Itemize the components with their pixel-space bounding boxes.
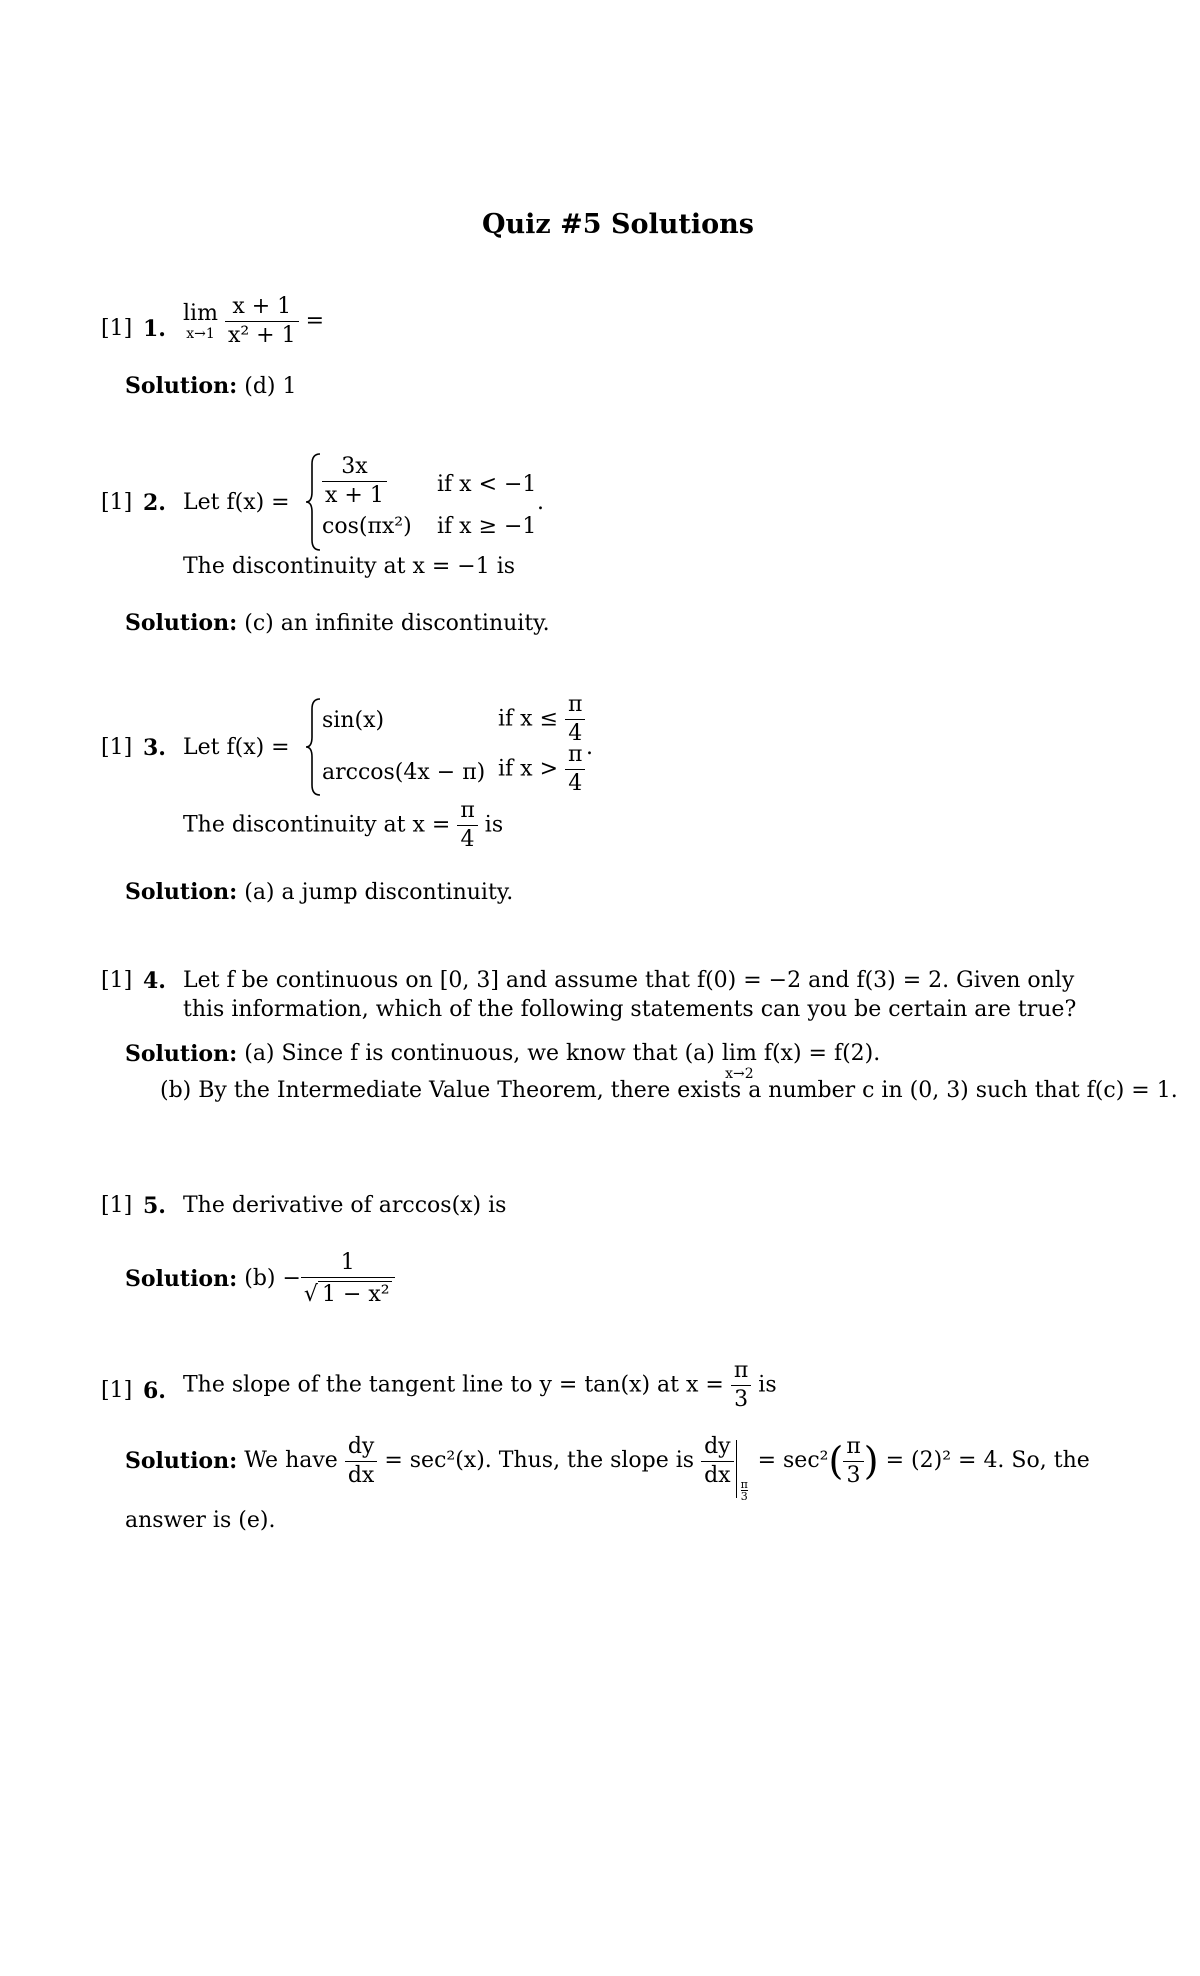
solution-text: We have	[244, 1448, 338, 1473]
fraction	[225, 296, 299, 347]
text-end: is	[484, 812, 504, 838]
case-2-expression: arccos(4x − π)	[322, 760, 486, 785]
solution-text: (a) a jump discontinuity.	[244, 880, 514, 905]
lim-subscript: x→2	[725, 1066, 754, 1082]
text-start: The slope of the tangent line to y = tan(x) at x =	[183, 1372, 724, 1398]
fraction	[322, 456, 387, 507]
lim-text: lim	[721, 1041, 757, 1066]
case-2-expression: cos(πx²)	[322, 514, 412, 539]
solution	[125, 612, 550, 635]
equals-sign: =	[305, 308, 325, 334]
fraction	[301, 1252, 395, 1306]
solution-b: (b) By the Intermediate Value Theorem, there exists a number c in (0, 3) such that f(c) = 1.	[160, 1078, 1178, 1103]
numerator: π	[565, 694, 585, 720]
solution	[125, 881, 513, 904]
question-text: The discontinuity at x = −1 is	[183, 554, 516, 579]
question-text-line-2: this information, which of the following statements can you be certain are true?	[183, 997, 1077, 1022]
numerator: π	[740, 1478, 748, 1491]
denominator: 4	[568, 721, 583, 746]
evaluation-bar	[736, 1440, 751, 1503]
fraction-pi-over-4	[565, 694, 585, 745]
case-2-condition	[498, 744, 585, 795]
question-number: 6.	[143, 1378, 166, 1404]
condition-text: if x >	[498, 756, 559, 782]
solution-label: Solution:	[125, 373, 238, 399]
case-2-condition: if x ≥ −1	[437, 514, 537, 539]
case-1-expression: sin(x)	[322, 708, 385, 733]
solution-text: (a) Since f is continuous, we know that (a)	[244, 1041, 715, 1066]
lim-subscript: x→1	[186, 325, 215, 342]
question-text-line-1: Let f be continuous on [0, 3] and assume that f(0) = −2 and f(3) = 2. Given only	[183, 968, 1075, 993]
solution-label: Solution:	[125, 1266, 238, 1292]
right-paren: )	[863, 1439, 879, 1483]
function-definition: Let f(x) =	[183, 735, 290, 760]
left-brace	[304, 452, 324, 552]
fraction-dy-dx	[701, 1433, 734, 1488]
denominator: 3	[846, 1462, 861, 1488]
page-title: Quiz #5 Solutions	[482, 209, 754, 240]
numerator: 3x	[322, 456, 387, 482]
solution-answer-line: answer is (e).	[125, 1508, 276, 1533]
denominator: 4	[460, 827, 475, 852]
period: .	[537, 490, 544, 515]
fraction-pi-over-4	[565, 744, 585, 795]
condition-text: if x ≤	[498, 706, 559, 732]
points-label: [1]	[101, 735, 133, 760]
evaluation-point	[741, 1479, 748, 1502]
solution	[125, 1252, 395, 1306]
numerator: dy	[701, 1436, 734, 1462]
numerator: x + 1	[225, 296, 299, 322]
denominator: x² + 1	[227, 323, 296, 348]
left-brace	[304, 697, 324, 797]
question-number: 2.	[143, 490, 166, 516]
numerator: π	[843, 1436, 863, 1462]
solution-label: Solution:	[125, 1448, 238, 1474]
denominator: x + 1	[325, 483, 384, 508]
fraction-pi-over-3	[843, 1433, 863, 1488]
solution-prefix: (b) −	[244, 1266, 301, 1291]
fraction-pi-over-4	[457, 800, 477, 851]
text-end: is	[758, 1372, 777, 1398]
solution-label: Solution:	[125, 1041, 238, 1067]
solution-text: = sec²	[757, 1448, 829, 1473]
fraction-pi-over-3	[731, 1360, 751, 1411]
question-number: 1.	[143, 316, 166, 342]
points-label: [1]	[101, 968, 133, 993]
numerator: π	[457, 800, 477, 826]
question-text	[183, 1360, 777, 1411]
denominator: √ 1 − x²	[303, 1282, 390, 1307]
points-label: [1]	[101, 1378, 133, 1403]
case-1-condition: if x < −1	[437, 472, 537, 497]
numerator: dy	[345, 1436, 378, 1462]
numerator: π	[565, 744, 585, 770]
solution-text-end: f(x) = f(2).	[763, 1041, 881, 1066]
radicand: 1 − x²	[318, 1281, 392, 1306]
solution-text: = sec²(x). Thus, the slope is	[384, 1448, 695, 1473]
points-label: [1]	[101, 490, 133, 515]
question-text	[183, 800, 503, 851]
function-definition: Let f(x) =	[183, 490, 290, 515]
period: .	[586, 735, 593, 760]
denominator: 3	[734, 1387, 749, 1412]
case-1-expression	[322, 456, 387, 507]
denominator: dx	[347, 1462, 375, 1488]
limit-expression	[183, 296, 324, 347]
solution-label: Solution:	[125, 610, 238, 636]
case-1-condition	[498, 694, 585, 745]
limit	[722, 1043, 757, 1081]
numerator: 1	[301, 1252, 395, 1278]
fraction-dy-dx	[345, 1433, 378, 1488]
denominator: dx	[704, 1462, 731, 1488]
question-number: 3.	[143, 735, 166, 761]
solution-text: = (2)² = 4. So, the	[885, 1448, 1090, 1473]
solution	[125, 1432, 1090, 1503]
numerator: π	[731, 1360, 751, 1386]
lim-text: lim	[183, 300, 218, 326]
denominator: 4	[568, 771, 583, 796]
solution-text: (d) 1	[244, 374, 297, 399]
points-label: [1]	[101, 316, 133, 341]
points-label: [1]	[101, 1193, 133, 1218]
question-number: 5.	[143, 1193, 166, 1219]
denominator: 3	[740, 1490, 748, 1503]
text-start: The discontinuity at x =	[183, 812, 451, 838]
solution-text: (c) an infinite discontinuity.	[244, 611, 550, 636]
solution-label: Solution:	[125, 879, 238, 905]
question-text: The derivative of arccos(x) is	[183, 1193, 507, 1218]
solution	[125, 375, 296, 398]
question-number: 4.	[143, 968, 166, 994]
left-paren: (	[828, 1439, 844, 1483]
solution-a	[125, 1043, 880, 1081]
